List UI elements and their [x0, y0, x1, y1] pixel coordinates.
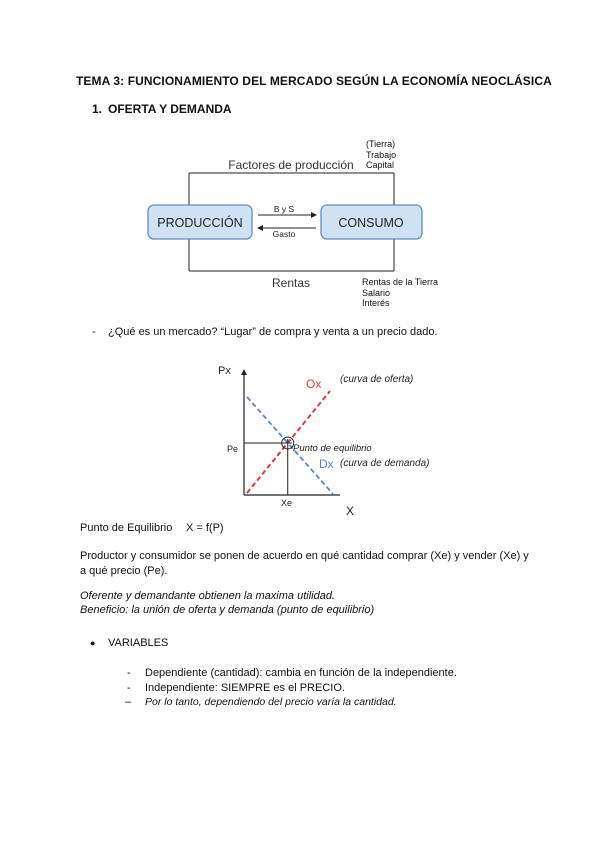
variables-heading: VARIABLES — [108, 637, 169, 649]
variable-item-conclusion: Por lo tanto, dependiendo del precio varía la cantidad. — [145, 696, 397, 708]
variable-item-marker: - — [127, 682, 131, 694]
agreement-paragraph: Productor y consumidor se ponen de acuerdo en qué cantidad comprar (Xe) y vender (Xe) y a qué precio (Pe). — [80, 550, 529, 577]
market-bullet-marker: - — [92, 326, 96, 338]
note-salario: Salario — [362, 287, 391, 298]
arrow-left-label: Gasto — [272, 229, 296, 239]
x-axis-label: X — [346, 504, 355, 518]
y-axis-label: Px — [218, 365, 231, 377]
variable-item-marker: - — [127, 667, 131, 679]
ox-label: Ox — [306, 377, 322, 391]
arrow-right-label: B y S — [273, 204, 295, 214]
variable-item-marker: – — [125, 696, 132, 708]
pe-label: Pe — [227, 444, 239, 454]
section-number: 1. — [92, 102, 103, 116]
note-interes: Interés — [362, 298, 390, 308]
dx-label: Dx — [319, 457, 334, 471]
note-capital: Capital — [366, 160, 395, 170]
note-trabajo: Trabajo — [366, 149, 397, 160]
supply-demand-chart — [215, 360, 455, 520]
y-axis-arrowhead — [241, 369, 247, 375]
equilibrium-definition-label: Punto de Equilibrio — [80, 522, 173, 534]
equilibrium-label: Punto de equilibrio — [293, 443, 372, 454]
benefit-line: Beneficio: la unión de oferta y demanda (punto de equilibrio) — [80, 604, 375, 616]
bottom-notes — [362, 277, 438, 309]
market-question: ¿Qué es un mercado? “Lugar” de compra y venta a un precio dado. — [108, 326, 438, 338]
factores-label: Factores de producción — [228, 158, 354, 172]
ox-description: (curva de oferta) — [340, 374, 414, 385]
note-rentas-tierra: Rentas de la Tierra — [362, 277, 439, 287]
produccion-label: PRODUCCIÓN — [157, 216, 243, 230]
dx-description: (curva de demanda) — [340, 458, 430, 469]
consumo-label: CONSUMO — [338, 216, 404, 230]
section-heading: OFERTA Y DEMANDA — [108, 102, 232, 116]
note-tierra: (Tierra) — [366, 139, 396, 149]
rentas-label: Rentas — [271, 276, 311, 290]
variable-item-dependent: Dependiente (cantidad): cambia en función de la independiente. — [145, 667, 457, 679]
top-notes — [366, 139, 396, 171]
variable-item-independent: Independiente: SIEMPRE es el PRECIO. — [145, 682, 345, 694]
page-title: TEMA 3: FUNCIONAMIENTO DEL MERCADO SEGÚN LA ECONOMÍA NEOCLÁSICA — [76, 74, 552, 88]
utility-line: Oferente y demandante obtienen la maxima utilidad. — [80, 590, 335, 602]
xe-label: Xe — [281, 498, 293, 508]
equilibrium-formula: X = f(P) — [186, 522, 224, 534]
variables-bullet-icon: ● — [90, 638, 96, 648]
